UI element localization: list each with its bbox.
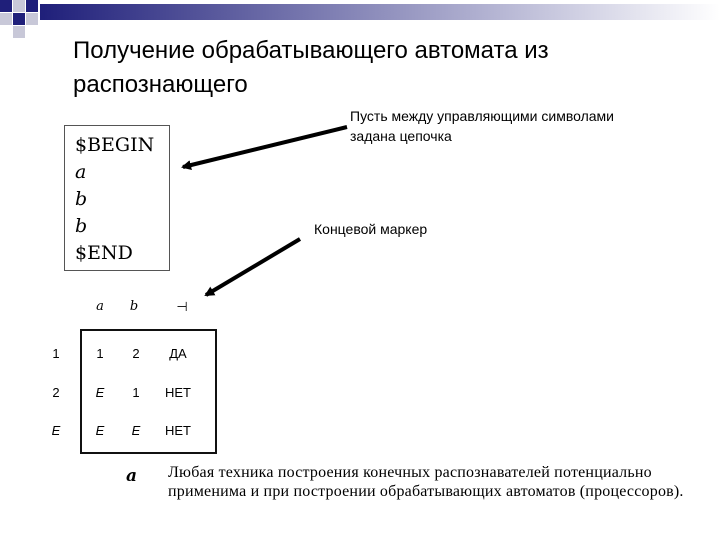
chain-line-a: a	[75, 161, 87, 183]
table-cell: E	[95, 385, 105, 400]
chain-note: Пусть между управляющими символами задана цепочка	[350, 108, 614, 144]
table-cell: E	[95, 423, 105, 438]
footer-bullet: a	[126, 466, 138, 486]
end-marker-note: Концевой маркер	[314, 221, 428, 237]
col-header-b: b	[129, 299, 139, 314]
chain-line-end: $END	[75, 242, 133, 264]
chain-line-b2: b	[75, 215, 88, 237]
slide-title: Получение обрабатывающего автомата из распознающего	[73, 37, 549, 98]
col-header-end-marker: ⊣	[176, 299, 188, 314]
arrow-to-end-marker	[206, 239, 300, 295]
chain-line-b1: b	[75, 188, 88, 210]
table-cell: 1	[96, 346, 104, 361]
table-cell: НЕТ	[165, 423, 191, 438]
row-header-2: 2	[52, 385, 60, 400]
chain-line-begin: $BEGIN	[75, 134, 155, 156]
col-header-a: a	[96, 299, 104, 314]
table-cell: ДА	[169, 346, 187, 361]
table-cell: E	[131, 423, 141, 438]
table-cell: 2	[132, 346, 140, 361]
table-cell: 1	[132, 385, 140, 400]
table-cell: НЕТ	[165, 385, 191, 400]
row-header-e: E	[51, 423, 61, 438]
footer-paragraph: Любая техника построения конечных распознавателей потенциально применима и при построении обрабатывающих автоматов (процессоров).	[168, 464, 684, 500]
arrow-to-chain	[183, 127, 347, 167]
control-chain-box	[64, 125, 170, 271]
row-header-1: 1	[52, 346, 60, 361]
